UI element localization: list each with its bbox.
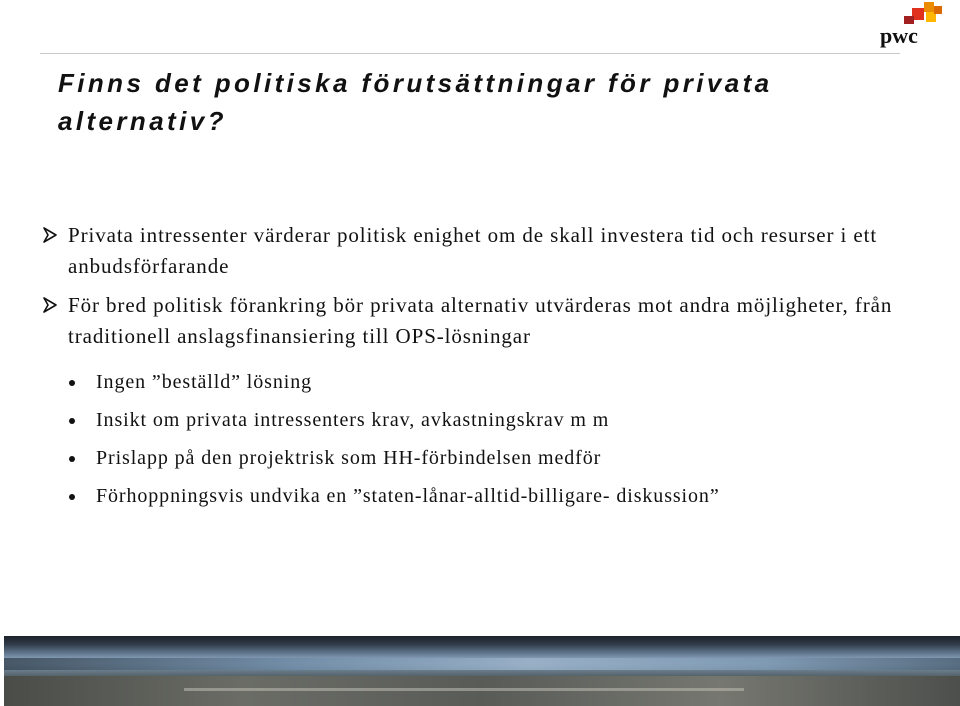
sub-bullet-list <box>40 368 920 510</box>
arrow-point <box>40 290 920 352</box>
photo-road-line <box>184 688 744 691</box>
logo-square-orange <box>934 6 942 14</box>
list-item-text: Ingen ”beställd” lösning <box>96 371 312 393</box>
arrow-bullet-icon <box>42 297 58 313</box>
list-item <box>40 482 920 510</box>
slide-body <box>40 220 920 520</box>
list-item-text: Förhoppningsvis undvika en ”staten-lånar-alltid-billigare- diskussion” <box>96 485 720 507</box>
arrow-point-text: För bred politisk förankring bör privata alternativ utvärderas mot andra möjligheter, från traditionell anslagsfinansiering till OPS-lösningar <box>68 293 893 348</box>
header-divider <box>40 53 900 54</box>
arrow-point <box>40 220 920 282</box>
arrow-bullet-icon <box>42 227 58 243</box>
pwc-logo <box>868 2 950 52</box>
arrow-point-text: Privata intressenter värderar politisk enighet om de skall investera tid och resurser i ett anbudsförfarande <box>68 223 878 278</box>
bullet-dot-icon <box>69 418 75 424</box>
photo-water-band <box>4 658 960 670</box>
list-item-text: Prislapp på den projektrisk som HH-förbindelsen medför <box>96 447 602 469</box>
list-item <box>40 444 920 472</box>
list-item-text: Insikt om privata intressenters krav, avkastningskrav m m <box>96 409 610 431</box>
bullet-dot-icon <box>69 494 75 500</box>
logo-square-mid <box>924 2 934 12</box>
photo-land-strip <box>4 676 960 706</box>
aerial-coastline-photo <box>4 636 960 706</box>
bullet-dot-icon <box>69 456 75 462</box>
bullet-dot-icon <box>69 380 75 386</box>
list-item <box>40 368 920 396</box>
list-item <box>40 406 920 434</box>
logo-wordmark: pwc <box>880 23 918 48</box>
slide-title: Finns det politiska förutsättningar för privata alternativ? <box>58 68 773 136</box>
